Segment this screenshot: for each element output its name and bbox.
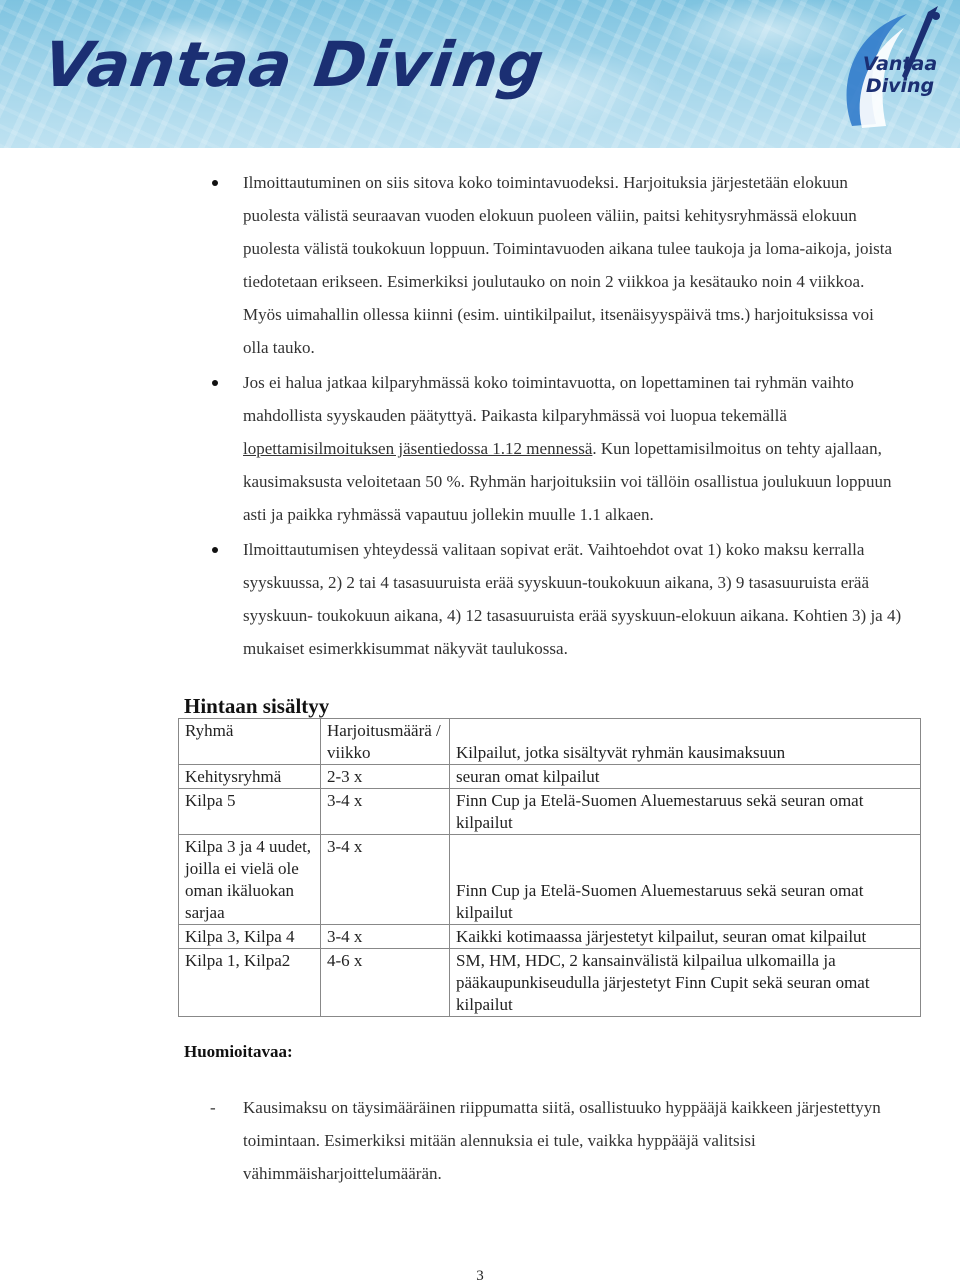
bullet-dot-icon <box>212 180 218 186</box>
bullet-dot-icon <box>212 380 218 386</box>
bullet-text: Ilmoittautumisen yhteydessä valitaan sopivat erät. Vaihtoehdot ovat 1) koko maksu kerralla syyskuussa, 2) 2 tai 4 tasasuuruista erää syyskuun-toukokuun aikana, 3) 9 tasasuuruista erää syyskuun- toukokuun aikana, 4) 12 tasasuuruista erää syyskuun-elokuun aikana. Kohtien 3) ja 4) mukaiset esimerkkisummat näkyvät taulukossa. <box>243 540 902 658</box>
table-header-cell: Harjoitusmäärä / viikko <box>321 719 450 765</box>
bullet-item <box>243 366 903 531</box>
table-row <box>179 949 921 1017</box>
table-cell-frequency: 4-6 x <box>321 949 450 1017</box>
bullet-item <box>243 166 903 364</box>
club-logo <box>832 6 956 142</box>
bullet-text: Ilmoittautuminen on siis sitova koko toimintavuodeksi. Harjoituksia järjestetään elokuun puolesta välistä seuraavan vuoden elokuun puoleen väliin, paitsi kehitysryhmässä elokuun puolesta välistä toukokuun loppuun. Toimintavuoden aikana tulee taukoja ja loma-aikoja, joista tiedotetaan erikseen. Esimerkiksi joulutauko on noin 2 viikkoa ja kesätauko noin 4 viikkoa. Myös uimahallin ollessa kiinni (esim. uintikilpailut, itsenäisyyspäivä tms.) harjoituksissa voi olla tauko. <box>243 173 893 357</box>
table-cell-competitions: Kaikki kotimaassa järjestetyt kilpailut, seuran omat kilpailut <box>450 925 921 949</box>
table-row <box>179 835 921 925</box>
page-number: 3 <box>476 1268 484 1284</box>
table-cell-frequency: 2-3 x <box>321 765 450 789</box>
note-item <box>210 1091 903 1190</box>
logo-text-line1: Vantaa <box>862 53 938 75</box>
table-cell-competitions: Finn Cup ja Etelä-Suomen Aluemestaruus sekä seuran omat kilpailut <box>450 789 921 835</box>
table-header-cell: Kilpailut, jotka sisältyvät ryhmän kausimaksuun <box>450 719 921 765</box>
price-includes-table <box>178 718 921 1017</box>
header-banner <box>0 0 960 148</box>
notes-list <box>210 1091 903 1190</box>
table-cell-group: Kilpa 5 <box>179 789 321 835</box>
bullet-dot-icon <box>212 547 218 553</box>
table-cell-competitions: SM, HM, HDC, 2 kansainvälistä kilpailua ulkomailla ja pääkaupunkiseudulla järjestetyt Finn Cupit sekä seuran omat kilpailut <box>450 949 921 1017</box>
bullet-item <box>243 533 903 665</box>
table-cell-group: Kilpa 1, Kilpa2 <box>179 949 321 1017</box>
table-cell-frequency: 3-4 x <box>321 789 450 835</box>
table-cell-group: Kilpa 3 ja 4 uudet, joilla ei vielä ole oman ikäluokan sarjaa <box>179 835 321 925</box>
dash-bullet-icon: - <box>210 1098 216 1117</box>
table-row <box>179 925 921 949</box>
bullet-text-part: Jos ei halua jatkaa kilparyhmässä koko toimintavuotta, on lopettaminen tai ryhmän vaihto mahdollista syyskauden päätyttyä. Paikasta kilparyhmässä voi luopua tekemällä <box>243 373 854 425</box>
table-header-row <box>179 719 921 765</box>
bullet-text-part: . Kun lopettamisilmoitus on tehty ajallaan, kausimaksusta veloitetaan 50 %. Ryhmän harjoituksiin voi tällöin osallistua joulukuun loppuun asti ja paikka ryhmässä vapautuu jollekin muulle 1.1 alkaen. <box>243 439 892 524</box>
table-cell-competitions: Finn Cup ja Etelä-Suomen Aluemestaruus sekä seuran omat kilpailut <box>450 835 921 925</box>
logo-text-line2: Diving <box>865 75 935 97</box>
table-cell-frequency: 3-4 x <box>321 835 450 925</box>
table-cell-group: Kehitysryhmä <box>179 765 321 789</box>
table-row <box>179 765 921 789</box>
info-bullet-list <box>243 166 903 667</box>
table-row <box>179 789 921 835</box>
section-title: Hintaan sisältyy <box>184 694 330 718</box>
underlined-deadline-text: lopettamisilmoituksen jäsentiedossa 1.12 mennessä <box>243 439 593 458</box>
table-cell-frequency: 3-4 x <box>321 925 450 949</box>
table-cell-group: Kilpa 3, Kilpa 4 <box>179 925 321 949</box>
notes-title: Huomioitavaa: <box>184 1042 293 1061</box>
table-header-cell: Ryhmä <box>179 719 321 765</box>
brand-wordmark: Vantaa Diving <box>38 28 550 101</box>
note-text: Kausimaksu on täysimääräinen riippumatta siitä, osallistuuko hyppääjä kaikkeen järjestettyyn toimintaan. Esimerkiksi mitään alennuksia ei tule, vaikka hyppääjä valitsisi vähimmäisharjoittelumäärän. <box>243 1098 881 1183</box>
table-cell-competitions: seuran omat kilpailut <box>450 765 921 789</box>
